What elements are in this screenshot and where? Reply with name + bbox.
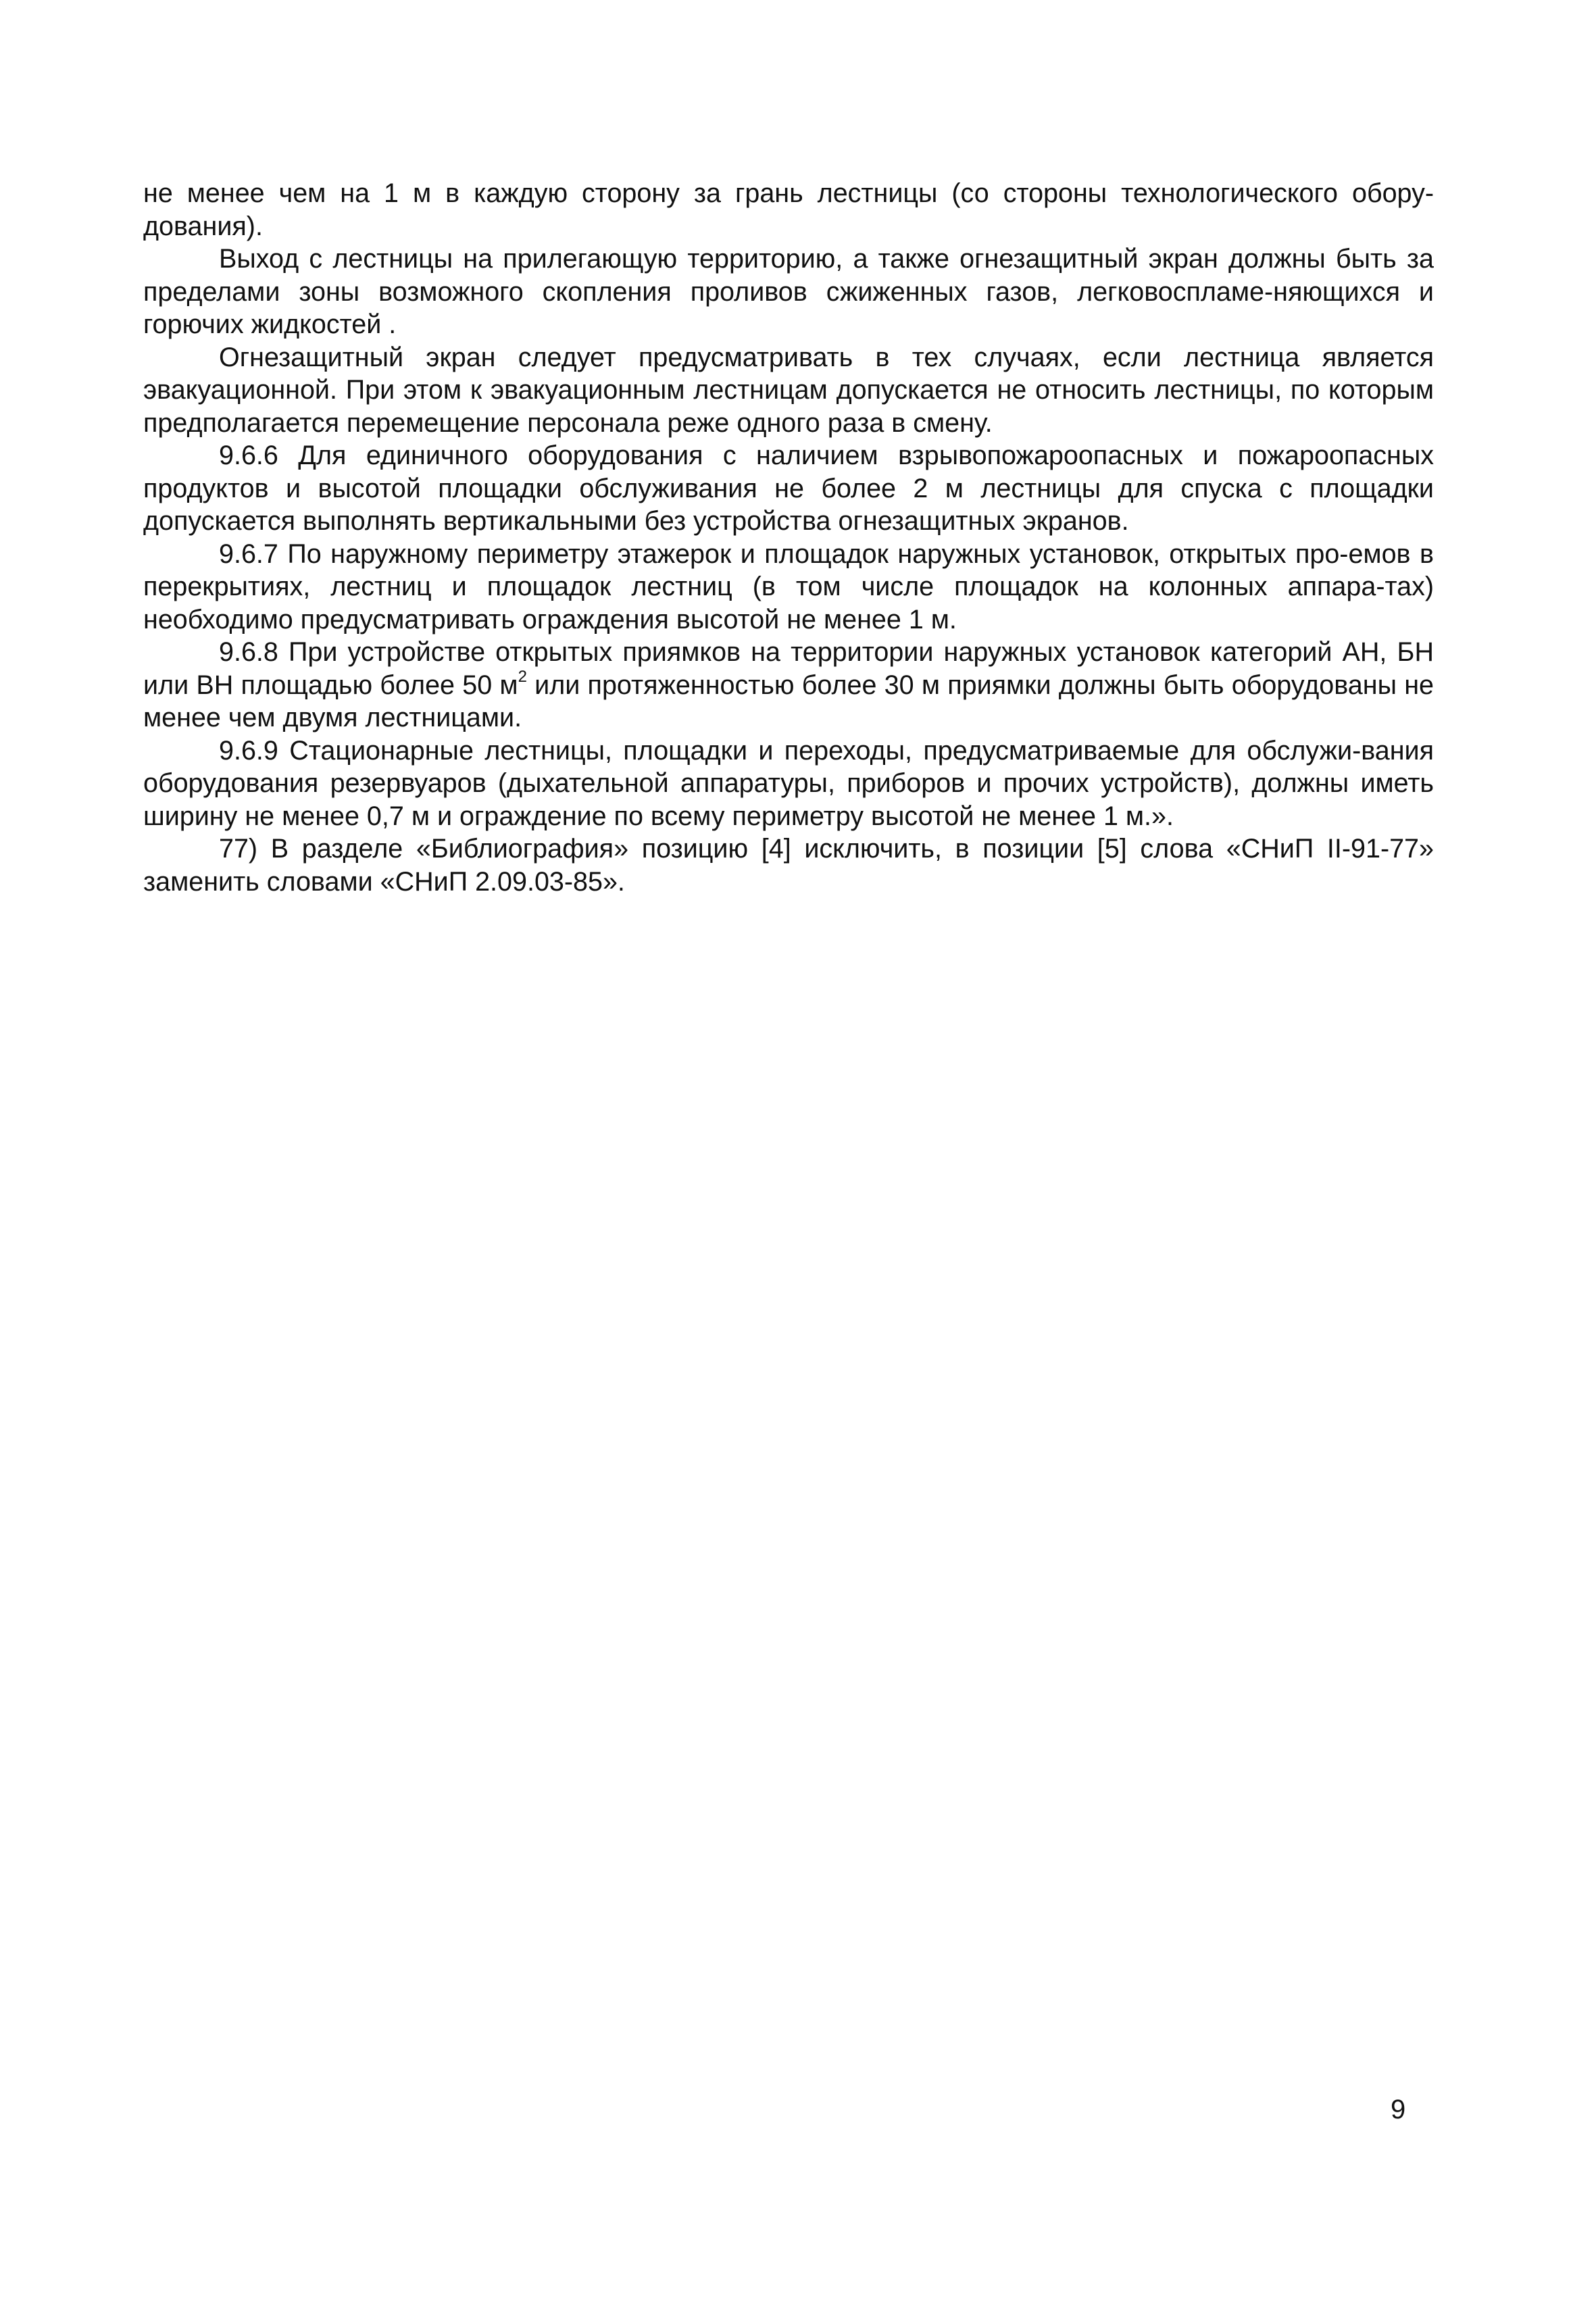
page-number: 9 xyxy=(1391,2095,1406,2124)
paragraph-9-6-7: 9.6.7 По наружному периметру этажерок и площадок наружных установок, открытых про-емов в перекрытиях, лестниц и площадок лестниц (в том числе площадок на колонных аппара-тах) необходимо предусматривать ограждения высотой не менее 1 м. xyxy=(143,539,1434,634)
paragraph-exit-requirements: Выход с лестницы на прилегающую территорию, а также огнезащитный экран должны быть за пределами зоны возможного скопления проливов сжиженных газов, легковоспламе-няющихся и горючих жидкостей . xyxy=(143,244,1434,339)
paragraph-9-6-6: 9.6.6 Для единичного оборудования с наличием взрывопожароопасных и пожароопасных продуктов и высотой площадки обслуживания не более 2 м лестницы для спуска с площадки допускается выполнять вертикальными без устройства огнезащитных экранов. xyxy=(143,441,1434,536)
paragraph-9-6-8-text-after: или протяженностью более 30 м приямки должны быть оборудованы не менее чем двумя лестницами. xyxy=(143,670,1434,732)
paragraph-fire-screen: Огнезащитный экран следует предусматривать в тех случаях, если лестница является эвакуационной. При этом к эвакуационным лестницам допускается не относить лестницы, по которым предполагается перемещение персонала реже одного раза в смену. xyxy=(143,342,1434,438)
square-meter-superscript: 2 xyxy=(518,667,527,686)
paragraph-continuation: не менее чем на 1 м в каждую сторону за грань лестницы (со стороны технологического обору-дования). xyxy=(143,178,1434,241)
paragraph-item-77: 77) В разделе «Библиография» позицию [4] исключить, в позиции [5] слова «СНиП II-91-77» заменить словами «СНиП 2.09.03-85». xyxy=(143,834,1434,897)
paragraph-9-6-9: 9.6.9 Стационарные лестницы, площадки и переходы, предусматриваемые для обслужи-вания оборудования резервуаров (дыхательной аппаратуры, приборов и прочих устройств), должны иметь ширину не менее 0,7 м и ограждение по всему периметру высотой не менее 1 м.». xyxy=(143,735,1434,831)
paragraph-9-6-8-text-before: 9.6.8 При устройстве открытых приямков на территории наружных установок категорий АН, БН или ВН площадью более 50 м xyxy=(143,637,1434,700)
paragraph-9-6-8 xyxy=(143,636,1434,735)
body-text xyxy=(143,177,1434,898)
